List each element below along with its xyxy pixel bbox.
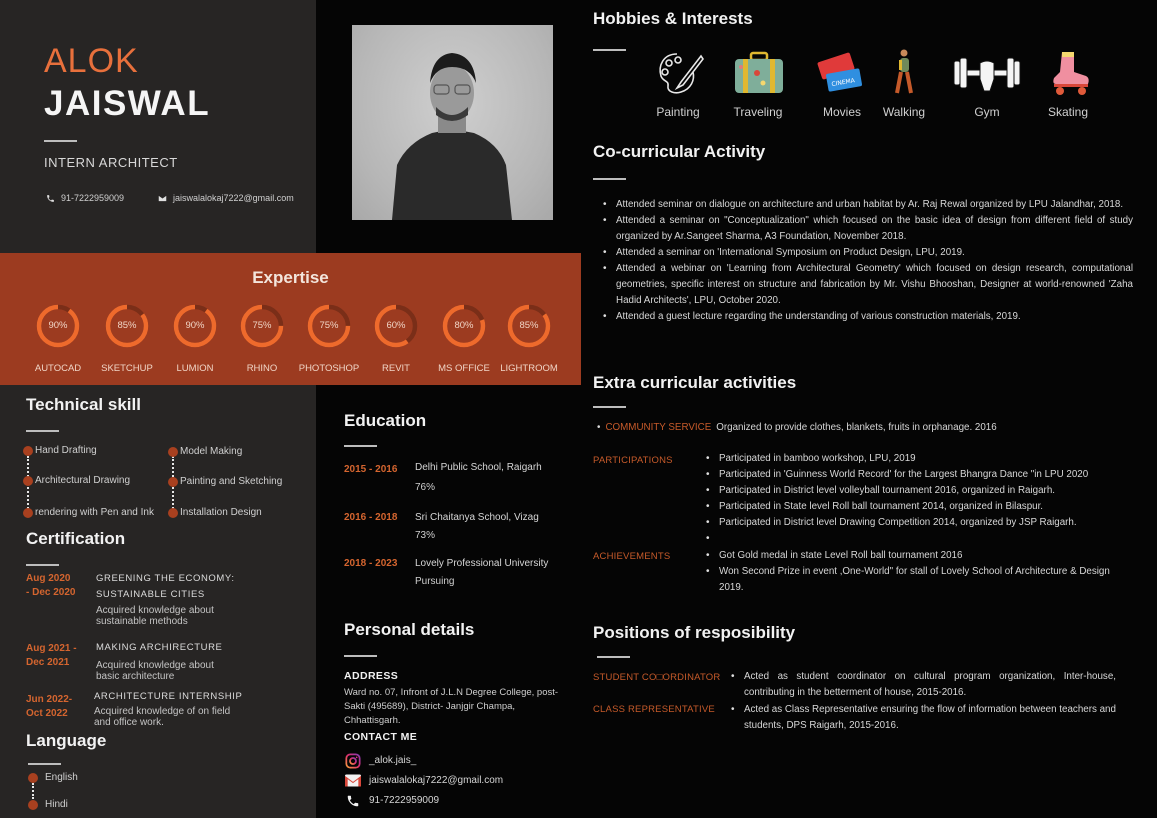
- community-service-text: Organized to provide clothes, blankets, fruits in orphanage. 2016: [716, 422, 997, 433]
- address-label: ADDRESS: [344, 670, 399, 682]
- hobby-label: Skating: [1047, 105, 1089, 119]
- skill-name: AUTOCAD: [34, 363, 82, 374]
- cert-date: Jun 2022- Oct 2022: [26, 694, 73, 719]
- skill-label: rendering with Pen and Ink: [35, 507, 154, 518]
- skill-progress-ring: [441, 303, 487, 349]
- position-list: [731, 669, 1116, 701]
- gmail-icon: [344, 772, 361, 789]
- cinema-ticket-icon: [812, 48, 868, 98]
- phone-contact: [344, 792, 439, 809]
- bullet-icon: •: [597, 422, 601, 433]
- skill-label: Model Making: [180, 446, 243, 457]
- skill-progress-ring: [306, 303, 352, 349]
- list-item: • Participated in 'Guinness World Record' for the Largest Bhangra Dance "in LPU 2020: [706, 467, 1136, 483]
- skill-name: PHOTOSHOP: [298, 363, 360, 374]
- header-phone: [46, 193, 124, 203]
- hobby-label: Movies: [822, 105, 861, 119]
- skill-item: [23, 475, 130, 486]
- personal-details-title: Personal details: [344, 620, 475, 639]
- cert-title: MAKING ARCHIRECTURE: [96, 642, 223, 653]
- job-title: INTERN ARCHITECT: [44, 155, 178, 170]
- participations-list: [706, 451, 1136, 547]
- skill-item: [168, 507, 262, 518]
- achievements-list: [706, 548, 1126, 596]
- participations-label: PARTICIPATIONS: [593, 455, 673, 466]
- skill-progress-ring: [373, 303, 419, 349]
- list-item: • Participated in bamboo workshop, LPU, 2019: [706, 451, 1136, 467]
- skill-progress-ring: [35, 303, 81, 349]
- instagram-icon: [344, 752, 361, 769]
- phone-text[interactable]: 91-7222959009: [369, 795, 440, 806]
- community-service-label: COMMUNITY SERVICE: [605, 422, 712, 433]
- position-list: [731, 702, 1116, 734]
- edu-note: Pursuing: [415, 576, 455, 587]
- hobby-label: Traveling: [733, 105, 783, 119]
- roller-skate-icon: [1042, 48, 1098, 98]
- positions-title: Positions of resposibility: [593, 623, 796, 642]
- hobby-label: Painting: [656, 105, 700, 119]
- divider: [344, 655, 377, 657]
- dumbbell-icon: [952, 48, 1022, 98]
- list-item: • Acted as student coordinator on cultural program organization, Inter-house, contributing in the betterment of house, 2015-2016.: [731, 669, 1116, 701]
- svg-text:CINEMA: CINEMA: [831, 77, 856, 89]
- list-item: • Attended a guest lecture regarding the understanding of various construction materials, 2019.: [603, 309, 1133, 325]
- language-title: Language: [26, 731, 107, 750]
- bullet-dot-icon: [168, 447, 178, 457]
- divider: [26, 430, 59, 432]
- skill-label: Architectural Drawing: [35, 475, 131, 486]
- person-silhouette-icon: [352, 25, 553, 220]
- bullet-dot-icon: [28, 773, 38, 783]
- list-item: • Attended a webinar on 'Learning from Architectural Geometry' which focused on design research, computational geometries, specific interest on structure and fabrication by Mr. Vishu Bhooshan, Designer at world-renowned 'Zaha Hadid Architects', LPU, October 2020.: [603, 261, 1133, 309]
- header-email-text[interactable]: jaiswalalokaj7222@gmail.com: [173, 193, 294, 203]
- technical-skill-title: Technical skill: [26, 395, 141, 414]
- cert-desc: Acquired knowledge of on field and office work.: [94, 706, 231, 728]
- expertise-band: [0, 253, 581, 385]
- skill-item: [168, 476, 282, 487]
- language-item: Hindi: [28, 799, 68, 810]
- community-service-row: [597, 422, 997, 433]
- last-name: JAISWAL: [44, 84, 211, 123]
- bullet-dot-icon: [28, 800, 38, 810]
- position-label: CLASS REPRESENTATIVE: [593, 704, 715, 715]
- list-item: • Participated in District level volleyball tournament 2016, organized in Raigarh.: [706, 483, 1136, 499]
- header-email: [158, 193, 294, 203]
- expertise-title: Expertise: [252, 268, 329, 287]
- bullet-dot-icon: [168, 477, 178, 487]
- edu-years: 2018 - 2023: [344, 558, 398, 569]
- header-phone-text[interactable]: 91-7222959009: [61, 193, 125, 203]
- edu-school: Sri Chaitanya School, Vizag: [415, 512, 539, 523]
- address-text: Ward no. 07, Infront of J.L.N Degree College, post-Sakti (495689), District- Janjgir Champa, Chhattisgarh.: [344, 687, 559, 726]
- email-contact: [344, 772, 503, 789]
- skill-percent: 90%: [48, 320, 68, 331]
- skill-percent: 75%: [252, 320, 272, 331]
- email-text[interactable]: jaiswalalokaj7222@gmail.com: [369, 775, 504, 786]
- bullet-dot-icon: [168, 508, 178, 518]
- cert-date: Aug 2021 - Dec 2021: [26, 643, 77, 668]
- skill-progress-ring: [172, 303, 218, 349]
- cert-date: Aug 2020 - Dec 2020: [26, 573, 76, 598]
- suitcase-icon: [731, 48, 787, 98]
- edu-school: Lovely Professional University: [415, 558, 549, 569]
- hobbies-title: Hobbies & Interests: [593, 9, 753, 28]
- skill-percent: 60%: [386, 320, 406, 331]
- email-icon: [158, 194, 167, 203]
- skill-progress-ring: [104, 303, 150, 349]
- cert-title: ARCHITECTURE INTERNSHIP: [94, 691, 243, 702]
- hobby-label: Gym: [974, 105, 1000, 119]
- bullet-dot-icon: [23, 508, 33, 518]
- co-curricular-list: [603, 197, 1133, 325]
- skill-label: Hand Drafting: [35, 445, 97, 456]
- edu-school: Delhi Public School, Raigarh: [415, 462, 542, 473]
- instagram-handle[interactable]: _alok.jais_: [369, 755, 417, 766]
- divider: [28, 763, 61, 765]
- profile-photo: [352, 25, 553, 220]
- list-item: • Attended a seminar on 'International Symposium on Product Design, LPU, 2019.: [603, 245, 1133, 261]
- edu-years: 2016 - 2018: [344, 512, 398, 523]
- skill-name: LUMION: [176, 363, 214, 374]
- divider: [593, 406, 626, 408]
- skill-progress-ring: [506, 303, 552, 349]
- skill-percent: 85%: [117, 320, 137, 331]
- list-item: • Attended seminar on dialogue on architecture and urban habitat by Ar. Raj Rewal organized by LPU Jalandhar, 2018.: [603, 197, 1133, 213]
- skill-progress-ring: [239, 303, 285, 349]
- certification-title: Certification: [26, 529, 126, 548]
- cert-title: GREENING THE ECONOMY: SUSTAINABLE CITIES: [96, 573, 235, 600]
- list-item: • Got Gold medal in state Level Roll ball tournament 2016: [706, 548, 1126, 564]
- skill-item: [168, 446, 242, 457]
- edu-years: 2015 - 2016: [344, 464, 398, 475]
- skill-label: Installation Design: [180, 507, 262, 518]
- edu-note: 76%: [415, 482, 436, 493]
- divider: [597, 656, 630, 658]
- co-curricular-title: Co-curricular Activity: [593, 142, 766, 161]
- list-item: • Won Second Prize in event ,One-World" for stall of Lovely School of Architecture & Design 2019.: [706, 564, 1126, 596]
- bullet-dot-icon: [23, 446, 33, 456]
- skill-name: RHINO: [246, 363, 278, 374]
- phone-icon: [344, 792, 361, 809]
- skill-item: [23, 507, 154, 518]
- palette-icon: [652, 48, 708, 98]
- list-item: • Attended a seminar on "Conceptualization" which focused on the basic idea of design from different field of study organized by Ar.Sangeet Sharma, A3 Foundation, November 2018.: [603, 213, 1133, 245]
- bullet-dot-icon: [23, 476, 33, 486]
- divider: [593, 178, 626, 180]
- skill-percent: 90%: [185, 320, 205, 331]
- hobby-label: Walking: [882, 105, 926, 119]
- list-item: • Acted as Class Representative ensuring the flow of information between teachers and students, DPS Raigarh, 2015-2016.: [731, 702, 1116, 734]
- edu-note: 73%: [415, 530, 436, 541]
- achievements-label: ACHIEVEMENTS: [593, 551, 671, 562]
- education-title: Education: [344, 411, 427, 430]
- skill-name: LIGHTROOM: [500, 363, 558, 374]
- divider: [26, 564, 59, 566]
- contact-label: CONTACT ME: [344, 731, 418, 743]
- skill-percent: 75%: [319, 320, 339, 331]
- first-name: ALOK: [44, 42, 139, 80]
- cert-desc: Acquired knowledge about basic architecture: [96, 660, 214, 682]
- phone-icon: [46, 194, 55, 203]
- divider: [344, 445, 377, 447]
- skill-percent: 85%: [519, 320, 539, 331]
- cert-desc: Acquired knowledge about sustainable methods: [96, 605, 214, 627]
- timeline-dots: [32, 783, 34, 799]
- list-item: • Participated in District level Drawing Competition 2014, organized by JSP Raigarh.: [706, 515, 1136, 531]
- language-item: English: [28, 772, 78, 783]
- skill-item: [23, 445, 97, 456]
- instagram-contact: [344, 752, 416, 769]
- skill-percent: 80%: [454, 320, 474, 331]
- list-item: [706, 531, 1136, 547]
- walking-person-icon: [876, 48, 932, 98]
- list-item: • Participated in State level Roll ball tournament 2014, organized in Bilaspur.: [706, 499, 1136, 515]
- skill-name: MS OFFICE: [438, 363, 490, 374]
- skill-name: REVIT: [382, 363, 410, 374]
- position-label: STUDENT CO□ORDINATOR: [593, 672, 721, 683]
- skill-name: SKETCHUP: [101, 363, 153, 374]
- divider: [593, 49, 626, 51]
- divider: [44, 140, 77, 142]
- skill-label: Painting and Sketching: [180, 476, 283, 487]
- extra-curricular-title: Extra curricular activities: [593, 373, 797, 392]
